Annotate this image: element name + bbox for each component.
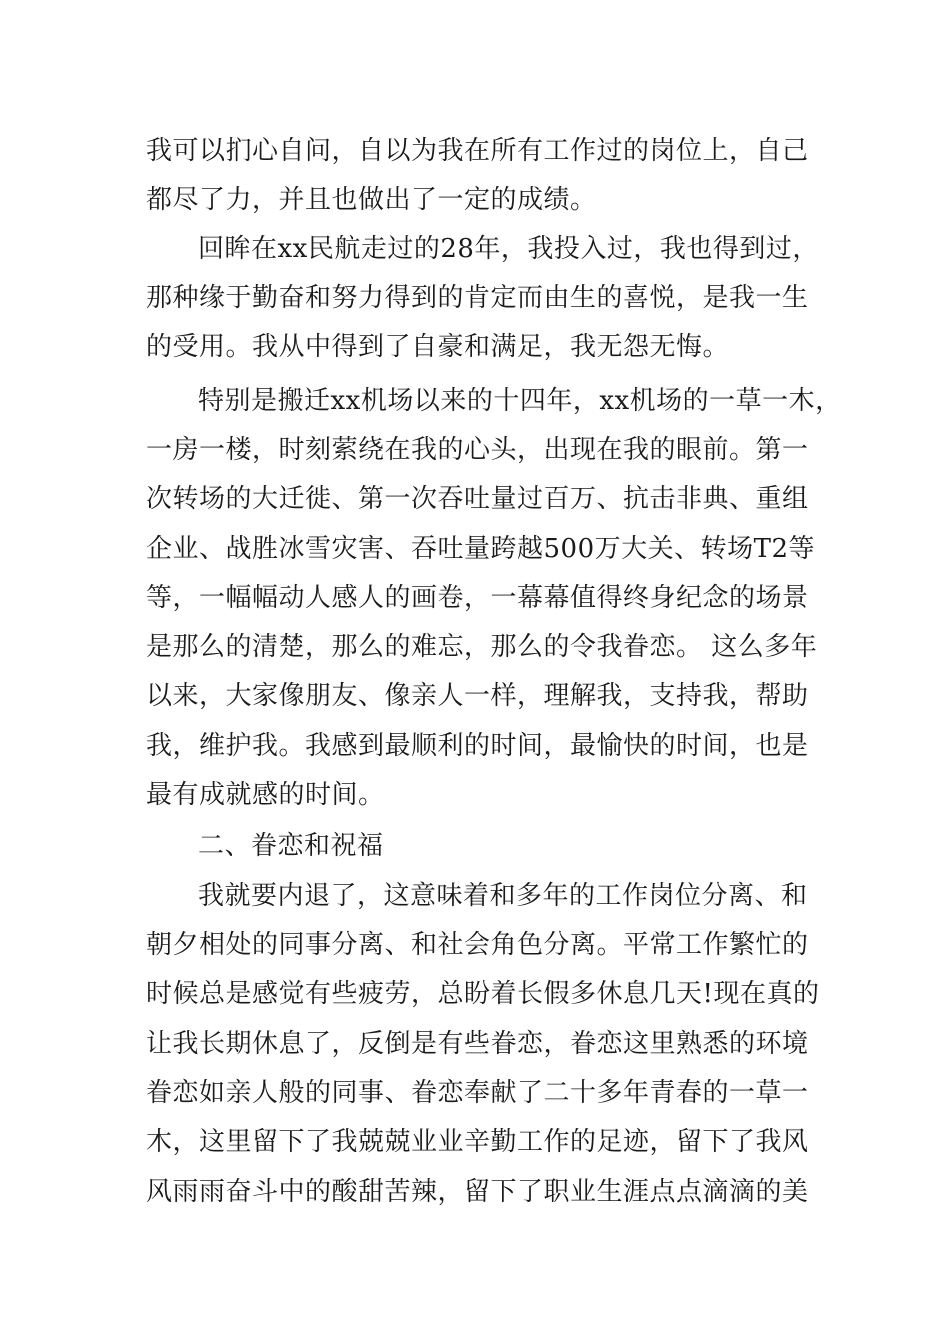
text-line: 我，维护我。我感到最顺利的时间，最愉快的时间，也是 <box>146 731 809 761</box>
text-line: 的受用。我从中得到了自豪和满足，我无怨无悔。 <box>146 332 730 362</box>
text-line: 时候总是感觉有些疲劳，总盼着长假多休息几天!现在真的 <box>146 979 820 1009</box>
text-line: 那种缘于勤奋和努力得到的肯定而由生的喜悦，是我一生 <box>146 283 809 313</box>
text-line: 是那么的清楚，那么的难忘，那么的令我眷恋。 这么多年 <box>146 632 818 662</box>
text-line: 企业、战胜冰雪灾害、吞吐量跨越500万大关、转场T2等 <box>146 534 816 564</box>
text-line: 以来，大家像朋友、像亲人一样，理解我，支持我，帮助 <box>146 681 809 711</box>
paragraph-first-line: 我就要内退了，这意味着和多年的工作岗位分离、和 <box>198 881 808 911</box>
text-line: 都尽了力，并且也做出了一定的成绩。 <box>146 185 597 215</box>
text-line: 次转场的大迁徙、第一次吞吐量过百万、抗击非典、重组 <box>146 484 809 514</box>
text-line: 眷恋如亲人般的同事、眷恋奉献了二十多年青春的一草一 <box>146 1078 809 1108</box>
text-line: 让我长期休息了，反倒是有些眷恋，眷恋这里熟悉的环境 <box>146 1029 809 1059</box>
section-heading: 二、眷恋和祝福 <box>198 831 384 861</box>
text-line: 我可以扪心自问，自以为我在所有工作过的岗位上，自己 <box>146 136 809 166</box>
text-line: 朝夕相处的同事分离、和社会角色分离。平常工作繁忙的 <box>146 930 809 960</box>
text-line: 风雨雨奋斗中的酸甜苦辣，留下了职业生涯点点滴滴的美 <box>146 1177 809 1207</box>
paragraph-first-line: 回眸在xx民航走过的28年，我投入过，我也得到过， <box>198 234 819 264</box>
text-line: 最有成就感的时间。 <box>146 780 385 810</box>
text-line: 等，一幅幅动人感人的画卷，一幕幕值得终身纪念的场景 <box>146 583 809 613</box>
text-line: 木，这里留下了我兢兢业业辛勤工作的足迹，留下了我风 <box>146 1127 809 1157</box>
text-line: 一房一楼，时刻萦绕在我的心头，出现在我的眼前。第一 <box>146 435 809 465</box>
paragraph-first-line: 特别是搬迁xx机场以来的十四年，xx机场的一草一木， <box>198 386 842 416</box>
